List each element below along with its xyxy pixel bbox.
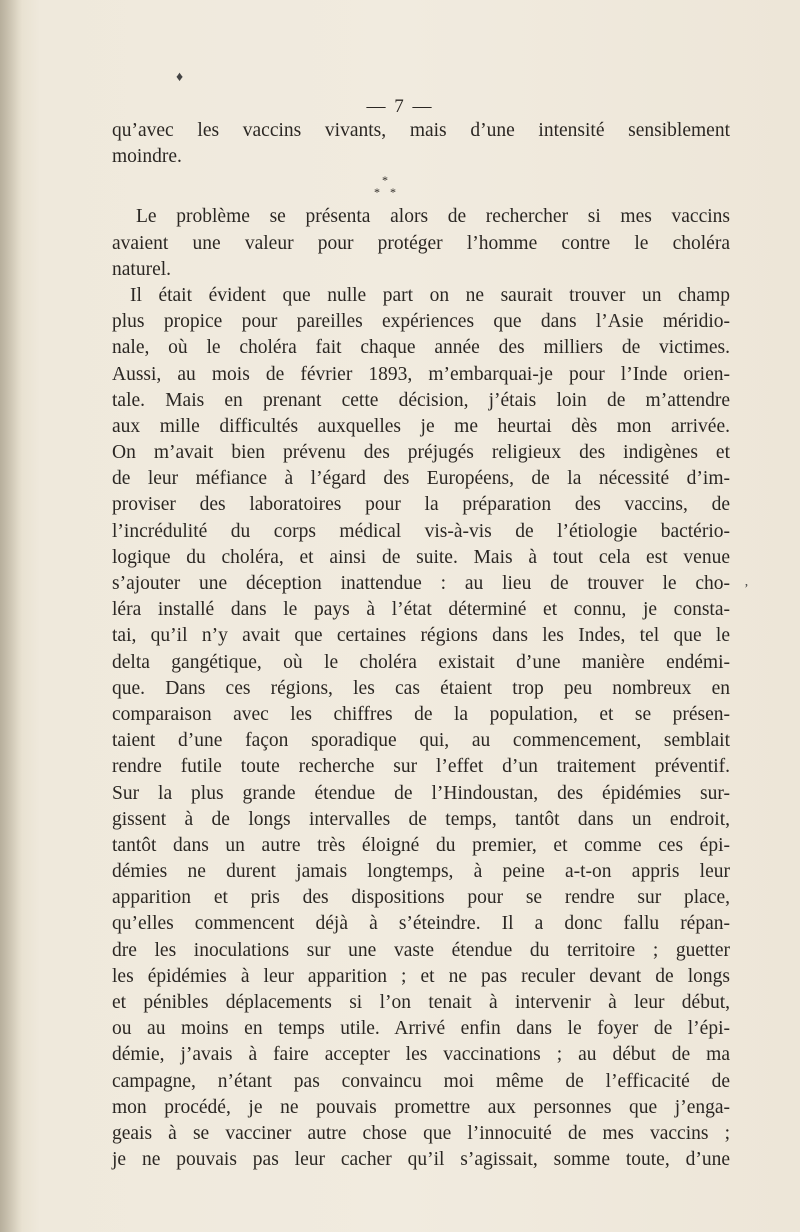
text-line: dre les inoculations sur une vaste étendue du territoire ; guetter <box>112 939 730 961</box>
text-line: les épidémies à leur apparition ; et ne pas reculer devant de longs <box>112 965 730 987</box>
text-line: mon procédé, je ne pouvais promettre aux personnes que j’enga- <box>112 1096 730 1118</box>
text-line: geais à se vacciner autre chose que l’innocuité de mes vaccins ; <box>112 1122 730 1144</box>
text-line: taient d’une façon sporadique qui, au commencement, semblait <box>112 730 730 752</box>
text-line: proviser des laboratoires pour la préparation des vaccins, de <box>112 494 730 516</box>
text-line: que. Dans ces régions, les cas étaient trop peu nombreux en <box>112 677 730 699</box>
text-line: campagne, n’étant pas convaincu moi même de l’efficacité de <box>112 1070 730 1092</box>
text-line: de leur méfiance à l’égard des Européens, de la nécessité d’im- <box>112 468 730 490</box>
text-line: On m’avait bien prévenu des préjugés religieux des indigènes et <box>112 442 730 464</box>
text-line: Aussi, au mois de février 1893, m’embarquai-je pour l’Inde orien- <box>112 363 730 385</box>
stray-ink-mark: ♦ <box>176 70 184 85</box>
text-line: tantôt dans un autre très éloigné du premier, et comme ces épi- <box>112 834 730 856</box>
page-number: — 7 — <box>366 96 434 117</box>
text-line: comparaison avec les chiffres de la population, et se présen- <box>112 703 730 725</box>
asterisk: * <box>382 173 388 188</box>
text-line: tai, qu’il n’y avait que certaines régions dans les Indes, tel que le <box>112 625 730 647</box>
text-line: ou au moins en temps utile. Arrivé enfin dans le foyer de l’épi- <box>112 1018 730 1040</box>
text-line: gissent à de longs intervalles de temps, tantôt dans un endroit, <box>112 808 730 830</box>
asterisk: * <box>374 185 380 200</box>
asterisk: * <box>390 185 396 200</box>
section-break-asterism <box>112 170 730 204</box>
text-line: léra installé dans le pays à l’état déterminé et connu, je consta- <box>112 599 730 621</box>
body-text <box>112 118 730 1173</box>
text-line: qu’elles commencent déjà à s’éteindre. Il a donc fallu répan- <box>112 913 730 935</box>
text-line: logique du choléra, et ainsi de suite. Mais à tout cela est venue <box>112 546 730 568</box>
text-line: s’ajouter une déception inattendue : au lieu de trouver le cho- <box>112 573 730 594</box>
text-line: Le problème se présenta alors de rechercher si mes vaccins <box>136 206 730 228</box>
text-line: nale, où le choléra fait chaque année des milliers de victimes. <box>112 337 730 359</box>
text-line: avaient une valeur pour protéger l’homme contre le choléra <box>112 232 730 254</box>
binding-shadow <box>0 0 22 1232</box>
text-line: moindre. <box>112 146 182 168</box>
text-line: naturel. <box>112 258 172 280</box>
text-line: rendre futile toute recherche sur l’effet d’un traitement préventif. <box>112 756 730 778</box>
text-line: et pénibles déplacements si l’on tenait à intervenir à leur début, <box>112 992 730 1013</box>
text-line: l’incrédulité du corps médical vis-à-vis de l’étiologie bactério- <box>112 520 730 542</box>
text-line: tale. Mais en prenant cette décision, j’étais loin de m’attendre <box>112 389 730 411</box>
text-line: apparition et pris des dispositions pour se rendre sur place, <box>112 887 730 909</box>
text-line: démies ne durent jamais longtemps, à peine a-t-on appris leur <box>112 861 730 883</box>
text-line: aux mille difficultés auxquelles je me heurtai dès mon arrivée. <box>112 415 730 437</box>
text-line: démie, j’avais à faire accepter les vaccinations ; au début de ma <box>112 1044 730 1066</box>
text-line: je ne pouvais pas leur cacher qu’il s’agissait, somme toute, d’une <box>112 1149 730 1171</box>
margin-ink-mark: ʼ <box>744 582 749 597</box>
text-line: delta gangétique, où le choléra existait d’une manière endémi- <box>112 651 730 673</box>
text-line: Sur la plus grande étendue de l’Hindoustan, des épidémies sur- <box>112 782 730 804</box>
text-line: qu’avec les vaccins vivants, mais d’une intensité sensiblement <box>112 120 730 141</box>
text-line: plus propice pour pareilles expériences que dans l’Asie méridio- <box>112 311 730 333</box>
text-line: Il était évident que nulle part on ne saurait trouver un champ <box>130 284 730 306</box>
